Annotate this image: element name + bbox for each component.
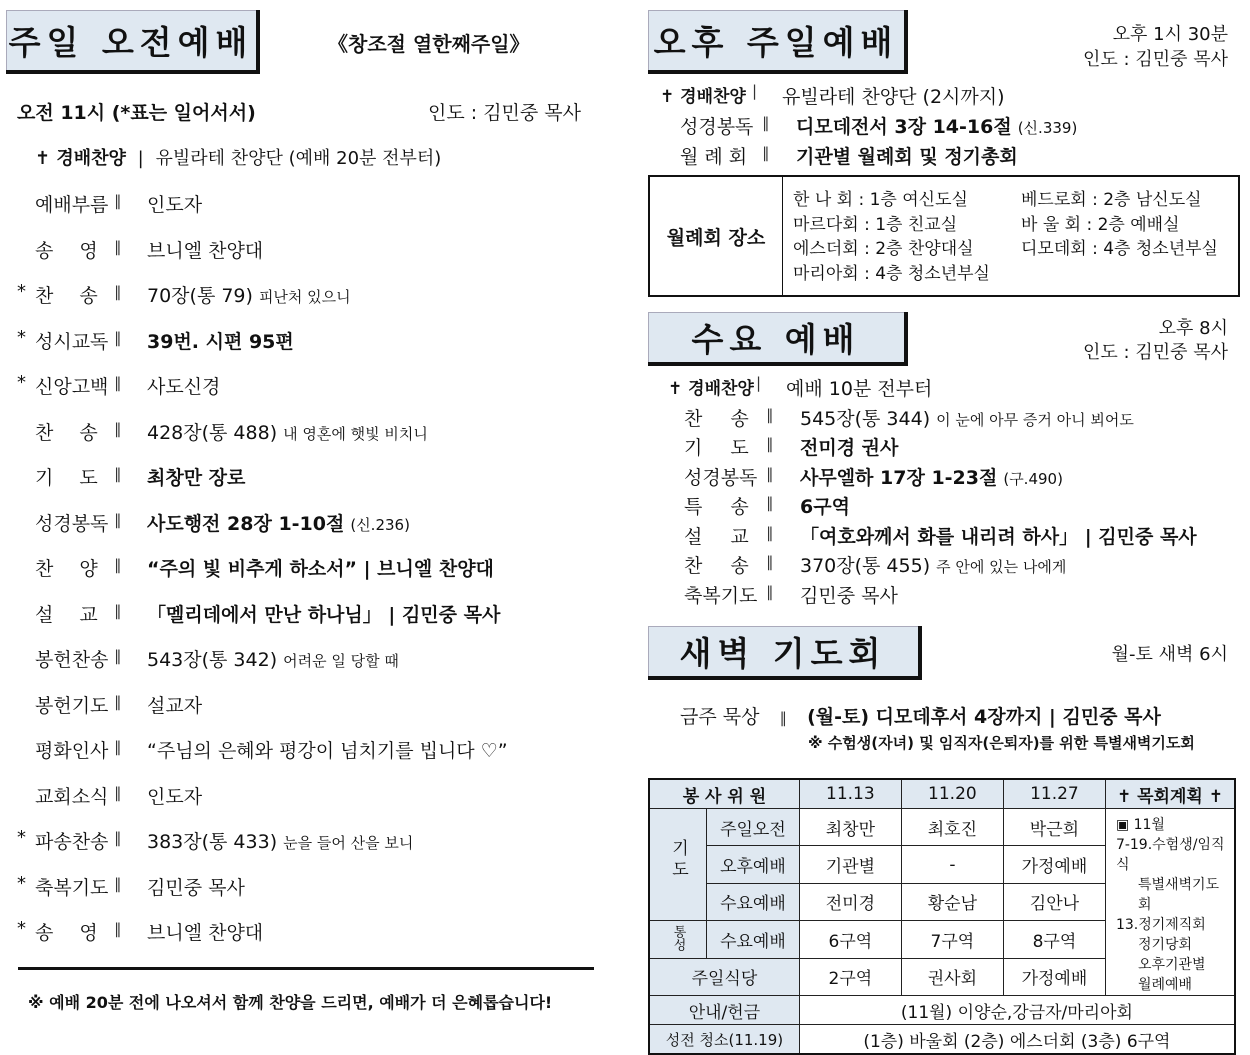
liturgical-subtitle: 《창조절 열한째주일》 [328,32,530,56]
table-cell: 가정예배 [1003,846,1105,883]
row-separator: ∥ [114,692,122,711]
location-item: 바 울 회 : 2층 예배실 [1021,214,1180,235]
row-note: (구.490) [1003,469,1063,488]
location-item: 베드로회 : 2층 남신도실 [1021,190,1202,210]
table-cell: 전미경 [799,883,901,920]
row-value-text: 인도자 [147,194,203,216]
table-cell: 김안나 [1003,883,1105,920]
row-value-text: 428장(통 488) [147,421,278,444]
row-value-text: 39번. 시편 95편 [147,330,294,353]
row-separator: ∥ [114,647,122,665]
row-note: 이 눈에 아무 증거 아니 뵈어도 [936,410,1134,429]
plan-line: ▣ 11월 [1115,817,1165,833]
table-cell: (11월) 이양순,강금자/마리아회 [799,996,1235,1025]
row-label: 찬 송 [684,555,749,577]
row-separator: ∥ [114,192,122,210]
location-item: 마르다회 : 1층 친교실 [793,214,958,235]
row-value-text: 전미경 권사 [800,437,899,459]
location-item: 디모데회 : 4층 청소년부실 [1021,239,1218,259]
row-separator: ∥ [766,464,774,483]
row-value [147,327,294,354]
afternoon-time: 오후 1시 30분 [1112,24,1228,45]
tongsung-group-cell [649,921,707,958]
row-separator: ∥ [114,283,122,301]
afternoon-leader: 인도 : 김민중 목사 [1083,49,1228,70]
row-separator: | [752,82,758,100]
row-separator: ∥ [114,829,122,847]
prayer-group-cell [649,809,707,921]
row-value [796,112,1077,139]
table-cell: 권사회 [901,958,1003,995]
row-label: 교회소식 [35,785,109,808]
row-value [147,827,413,854]
row-value-text: 「여호와께서 화를 내리려 하사」 | 김민중 목사 [800,525,1197,548]
tongsung-group-label: 통성 [670,924,686,951]
opening-praise-value: 유빌라테 찬양단 (예배 20분 전부터) [155,148,442,169]
row-label: 찬 송 [35,285,98,307]
row-value [800,581,898,608]
wednesday-leader: 인도 : 김민중 목사 [1083,342,1228,363]
row-separator: ∥ [114,601,122,620]
row-label: 찬 양 [35,558,98,580]
row-separator: ∥ [766,494,774,512]
plan-line: 정기당회 [1137,937,1193,953]
plan-line: 월례예배 [1137,977,1193,993]
row-star-mark: * [17,872,26,894]
row-label: 평화인사 [35,740,109,762]
row-label: ✝ 경배찬양 [660,87,746,107]
row-value-text: 사도행전 28장 1-10절 [147,512,345,535]
wednesday-service-title: 수요 예배 [648,312,908,366]
row-note: 내 영혼에 햇빛 비치니 [283,424,428,443]
table-header-cell: 11.27 [1003,779,1105,809]
row-separator: | [756,374,762,392]
row-value [786,374,932,401]
morning-time-line: 오전 11시 (*표는 일어서서) [17,102,256,124]
row-value-text: 543장(통 342) [147,649,278,671]
row-label-cell: 수요예배 [707,883,800,920]
row-value [147,600,500,627]
location-item: 에스더회 : 2층 찬양대실 [793,239,974,259]
row-separator: ∥ [114,783,122,802]
dawn-note: ※ 수험생(자녀) 및 임직자(은퇴자)를 위한 특별새벽기도회 [808,734,1195,752]
plan-line: 7-19.수험생/임직식 [1115,837,1225,873]
row-separator: ∥ [766,553,774,571]
row-star-mark: * [17,372,26,393]
row-label: 찬 송 [35,421,98,444]
row-separator: ∥ [114,738,122,756]
row-value [147,918,263,945]
row-value [147,736,508,763]
row-value-text: 383장(통 433) [147,831,278,853]
wednesday-time: 오후 8시 [1158,318,1228,339]
row-label: 봉헌기도 [35,694,109,717]
meeting-location-box [648,175,1240,297]
plan-line: 특별새벽기도회 [1137,877,1220,913]
service-schedule-table [648,778,1236,1055]
row-value-text: 기관별 월례회 및 정기총회 [796,146,1018,168]
plan-header-cell: ✝ 목회계획 ✝ [1105,779,1235,809]
row-label: 성경봉독 [684,466,758,489]
table-cell: 가정예배 [1003,958,1105,995]
row-label: 송 영 [35,239,98,262]
row-label: 축복기도 [684,584,758,607]
row-label: 신앙고백 [35,376,109,398]
table-header-cell: 봉 사 위 원 [649,779,799,809]
row-note: 눈을 들어 산을 보니 [283,834,414,852]
table-header-row [649,779,1235,809]
row-label: 성시교독 [35,330,109,353]
row-label: 특 송 [684,496,749,518]
row-value [147,418,428,445]
row-label: 찬 송 [684,407,749,430]
location-label: 월례회 장소 [650,177,783,295]
row-value-text: 브니엘 찬양대 [147,239,264,262]
row-value [147,645,399,672]
row-separator: ∥ [114,874,122,893]
row-note: 어려운 일 당할 때 [283,652,399,670]
row-star-mark: * [17,281,26,302]
row-label: 성경봉독 [680,116,754,138]
row-value [800,551,1066,578]
prayer-group-label: 기도 [668,839,688,882]
row-separator: ∥ [766,435,774,453]
row-value-text: 유빌라테 찬양단 (2시까지) [782,86,1005,108]
row-star-mark: * [17,827,26,848]
row-star-mark: * [17,326,26,348]
footer-divider [18,967,594,970]
row-value [800,433,898,460]
row-value-text: 사무엘하 17장 1-23절 [800,466,998,489]
dawn-meditation-row [680,702,1161,729]
row-value-text: 최창만 장로 [147,467,246,489]
row-separator: ∥ [114,237,122,256]
row-value [147,281,351,308]
table-cell: 황순남 [901,883,1003,920]
row-separator: ∥ [114,556,122,574]
table-cell: 기관별 [799,846,901,883]
row-value-text: 예배 10분 전부터 [786,378,933,400]
table-cell: 7구역 [901,921,1003,958]
table-cell: - [901,846,1003,883]
row-value-text: 70장(통 79) [147,285,253,307]
row-value-text: 디모데전서 3장 14-16절 [796,116,1012,138]
row-label: 파송찬송 [35,831,109,853]
table-cell: (1층) 바울회 (2층) 에스더회 (3층) 6구역 [799,1025,1235,1055]
afternoon-service-title: 오후 주일예배 [648,10,908,74]
morning-leader: 인도 : 김민중 목사 [428,102,581,124]
row-separator: ∥ [114,510,122,529]
morning-service-title: 주일 오전예배 [6,10,260,74]
row-value-text: 설교자 [147,694,203,717]
row-separator: ∥ [766,405,774,424]
row-value [800,522,1197,549]
table-row [649,996,1235,1025]
dawn-time: 월-토 새벽 6시 [1111,644,1228,665]
dawn-sep: ∥ [779,709,788,727]
row-value [147,190,202,217]
row-label: 기 도 [684,437,749,459]
table-cell: 최창만 [799,809,901,846]
row-value [147,236,263,263]
row-separator: ∥ [114,920,122,938]
row-value-text: 김민중 목사 [147,876,245,899]
row-separator: ∥ [766,523,774,542]
location-item: 마리아회 : 4층 청소년부실 [793,263,990,284]
row-label: ✝ 경배찬양 [668,379,754,399]
table-cell: 2구역 [799,958,901,995]
row-value-text: “주님의 은혜와 평강이 넘치기를 빕니다 ♡” [147,740,508,762]
row-value [800,463,1063,490]
row-value [147,372,220,399]
row-value-text: 브니엘 찬양대 [147,922,264,944]
row-note: (신.236) [350,515,410,534]
table-cell: 6구역 [799,921,901,958]
row-value-text: 김민중 목사 [800,584,898,607]
row-value [800,492,850,519]
opening-praise-sep: | [137,148,144,169]
row-note: (신.339) [1017,119,1078,137]
row-separator: ∥ [762,114,770,132]
row-value [800,404,1134,431]
table-row [649,809,1235,846]
row-label: 월 례 회 [680,146,748,168]
table-row [649,1025,1235,1055]
opening-praise-label: ✝ 경배찬양 [35,148,126,169]
row-separator: ∥ [114,419,122,438]
row-value [147,691,202,718]
location-item: 한 나 회 : 1층 여신도실 [793,190,968,210]
row-value-text: 인도자 [147,785,203,808]
row-label-cell: 주일식당 [649,958,799,995]
row-value-text: “주의 빛 비추게 하소서” | 브니엘 찬양대 [147,558,494,580]
table-header-cell: 11.20 [901,779,1003,809]
row-value [782,82,1005,109]
row-separator: ∥ [114,374,122,392]
row-label: 송 영 [35,922,98,944]
plan-cell [1105,809,1235,996]
row-value [796,142,1018,169]
row-star-mark: * [17,918,26,939]
row-label: 예배부름 [35,194,109,216]
row-value-text: 사도신경 [147,376,221,398]
row-separator: ∥ [766,582,774,601]
plan-line: 오후기관별 [1137,957,1206,973]
row-label: 봉헌찬송 [35,649,109,671]
row-note: 피난처 있으니 [258,288,351,306]
row-separator: ∥ [762,144,770,162]
row-note: 주 안에 있는 나에게 [936,558,1067,576]
row-label-cell: 오후예배 [707,846,800,883]
plan-line: 13.정기제직회 [1115,917,1206,933]
row-value-text: 6구역 [800,496,850,518]
table-cell: 박근희 [1003,809,1105,846]
footer-note: ※ 예배 20분 전에 나오셔서 함께 찬양을 드리면, 예배가 더 은혜롭습니다! [28,993,553,1012]
row-label-cell: 안내/헌금 [649,996,799,1025]
row-label: 기 도 [35,467,98,489]
row-label-cell: 수요예배 [707,921,800,958]
row-value [147,782,202,809]
opening-praise-row [35,144,441,170]
dawn-value: (월-토) 디모데후서 4장까지 | 김민중 목사 [807,706,1161,728]
row-value-text: 370장(통 455) [800,555,931,577]
row-separator: ∥ [114,465,122,483]
row-label: 축복기도 [35,876,109,899]
table-header-cell: 11.13 [799,779,901,809]
row-label-cell: 주일오전 [707,809,800,846]
row-value [147,509,410,536]
row-label: 설 교 [684,525,749,548]
row-value [147,554,494,581]
row-value [147,463,245,490]
row-label: 성경봉독 [35,512,109,535]
dawn-prayer-title: 새벽 기도회 [648,626,922,680]
row-value-text: 「멜리데에서 만난 하나님」 | 김민중 목사 [147,603,501,626]
row-label: 설 교 [35,603,98,626]
row-value [147,873,245,900]
row-separator: ∥ [114,328,122,347]
table-cell: 8구역 [1003,921,1105,958]
row-value-text: 545장(통 344) [800,407,931,430]
dawn-label: 금주 묵상 [680,706,760,728]
table-cell: 최호진 [901,809,1003,846]
row-label-cell: 성전 청소(11.19) [649,1025,799,1055]
